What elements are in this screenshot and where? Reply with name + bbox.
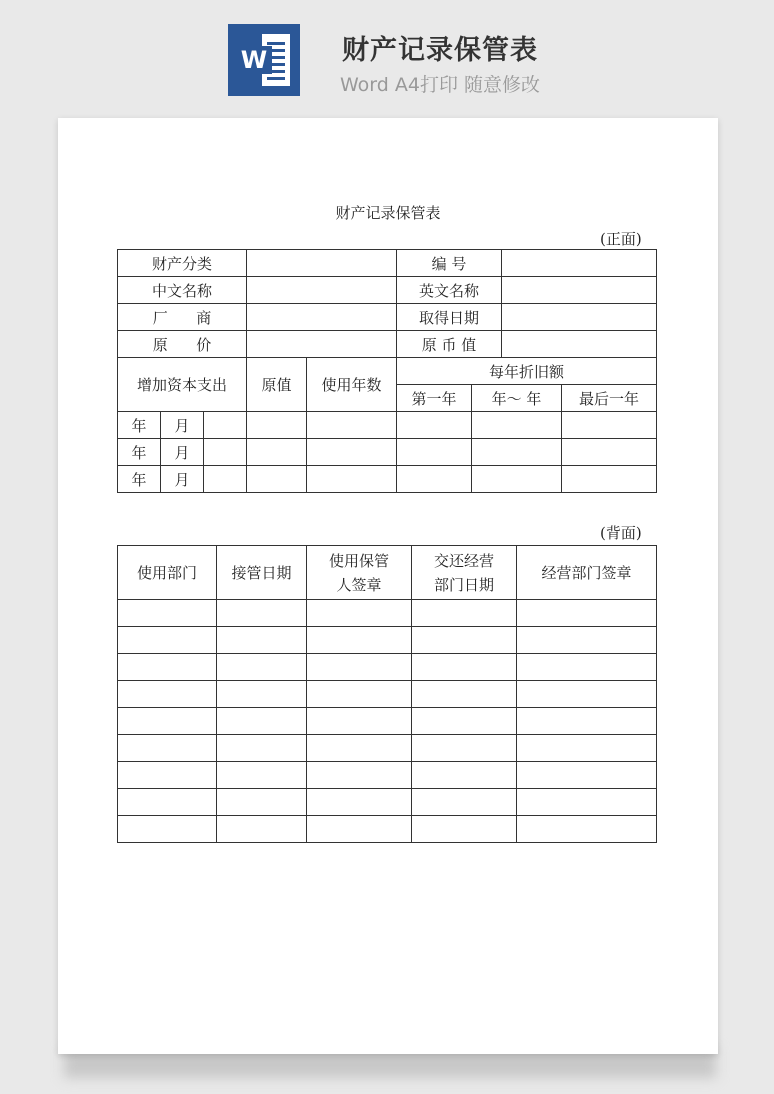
table-cell[interactable] xyxy=(217,708,307,735)
table-row xyxy=(118,439,657,466)
table-cell[interactable] xyxy=(118,600,217,627)
label-english-name: 英文名称 xyxy=(397,277,502,304)
table-cell[interactable] xyxy=(307,681,412,708)
year-label: 年 xyxy=(118,439,161,466)
table-cell[interactable] xyxy=(412,681,517,708)
table-cell[interactable] xyxy=(118,735,217,762)
back-header-cell xyxy=(217,546,307,600)
table-cell[interactable] xyxy=(517,600,657,627)
table-cell[interactable] xyxy=(307,735,412,762)
table-cell[interactable] xyxy=(517,816,657,843)
banner-subtitle: Word A4打印 随意修改 xyxy=(339,74,540,96)
back-side-label: (背面) xyxy=(600,524,642,542)
field-acquired-date[interactable] xyxy=(502,304,657,331)
label-original-price: 原 价 xyxy=(118,331,247,358)
field-chinese-name[interactable] xyxy=(247,277,397,304)
field-last-year[interactable] xyxy=(562,412,657,439)
front-side-label: (正面) xyxy=(600,230,642,248)
field-english-name[interactable] xyxy=(502,277,657,304)
table-row xyxy=(118,735,657,762)
field-amount[interactable] xyxy=(204,466,247,493)
table-cell[interactable] xyxy=(118,789,217,816)
table-cell[interactable] xyxy=(307,600,412,627)
header-last-year: 最后一年 xyxy=(562,385,657,412)
label-chinese-name: 中文名称 xyxy=(118,277,247,304)
table-cell[interactable] xyxy=(217,654,307,681)
table-cell[interactable] xyxy=(412,816,517,843)
table-cell[interactable] xyxy=(517,681,657,708)
field-original-value[interactable] xyxy=(247,412,307,439)
back-header-cell xyxy=(517,546,657,600)
document-title: 财产记录保管表 xyxy=(335,204,441,222)
month-label: 月 xyxy=(161,412,204,439)
table-cell[interactable] xyxy=(307,789,412,816)
table-row xyxy=(118,654,657,681)
table-cell[interactable] xyxy=(118,627,217,654)
table-cell[interactable] xyxy=(307,627,412,654)
table-cell[interactable] xyxy=(118,681,217,708)
label-original-currency: 原 币 值 xyxy=(397,331,502,358)
table-cell[interactable] xyxy=(412,654,517,681)
back-header-line: 交还经营 xyxy=(433,551,494,570)
table-cell[interactable] xyxy=(118,708,217,735)
table-cell[interactable] xyxy=(217,816,307,843)
field-years[interactable] xyxy=(307,412,397,439)
table-row xyxy=(118,816,657,843)
field-original-price[interactable] xyxy=(247,331,397,358)
label-acquired-date: 取得日期 xyxy=(397,304,502,331)
table-cell[interactable] xyxy=(118,762,217,789)
label-category: 财产分类 xyxy=(118,250,247,277)
header-annual-depreciation: 每年折旧额 xyxy=(397,358,657,385)
back-header-line: 经营部门签章 xyxy=(541,563,632,582)
table-row xyxy=(118,681,657,708)
header-middle-years: 年～ 年 xyxy=(472,385,562,412)
field-last-year[interactable] xyxy=(562,439,657,466)
back-header-line: 使用部门 xyxy=(136,563,197,582)
table-cell[interactable] xyxy=(217,681,307,708)
table-cell[interactable] xyxy=(517,762,657,789)
table-row xyxy=(118,600,657,627)
table-cell[interactable] xyxy=(217,735,307,762)
field-last-year[interactable] xyxy=(562,466,657,493)
back-header-line: 接管日期 xyxy=(231,563,292,582)
table-cell[interactable] xyxy=(118,816,217,843)
table-cell[interactable] xyxy=(307,816,412,843)
header-capital-expenditure: 增加资本支出 xyxy=(118,358,247,412)
front-table xyxy=(117,249,657,493)
table-cell[interactable] xyxy=(412,600,517,627)
month-label: 月 xyxy=(161,466,204,493)
back-header-cell xyxy=(307,546,412,600)
table-cell[interactable] xyxy=(517,654,657,681)
field-middle-years[interactable] xyxy=(472,412,562,439)
table-cell[interactable] xyxy=(307,654,412,681)
table-cell[interactable] xyxy=(217,627,307,654)
field-original-currency[interactable] xyxy=(502,331,657,358)
field-number[interactable] xyxy=(502,250,657,277)
table-cell[interactable] xyxy=(307,762,412,789)
table-row xyxy=(118,466,657,493)
label-manufacturer: 厂 商 xyxy=(118,304,247,331)
field-amount[interactable] xyxy=(204,439,247,466)
field-years[interactable] xyxy=(307,439,397,466)
word-icon-letter: W xyxy=(236,46,272,74)
field-middle-years[interactable] xyxy=(472,439,562,466)
label-number: 编 号 xyxy=(397,250,502,277)
table-row xyxy=(118,627,657,654)
table-row xyxy=(118,708,657,735)
banner xyxy=(0,0,774,110)
field-first-year[interactable] xyxy=(397,466,472,493)
table-cell[interactable] xyxy=(217,762,307,789)
back-header-cell xyxy=(118,546,217,600)
table-cell[interactable] xyxy=(412,708,517,735)
table-cell[interactable] xyxy=(517,627,657,654)
banner-title: 财产记录保管表 xyxy=(342,35,538,66)
field-first-year[interactable] xyxy=(397,412,472,439)
table-cell[interactable] xyxy=(412,762,517,789)
back-header-row xyxy=(118,546,657,600)
field-years[interactable] xyxy=(307,466,397,493)
table-cell[interactable] xyxy=(517,789,657,816)
field-category[interactable] xyxy=(247,250,397,277)
table-row xyxy=(118,412,657,439)
header-first-year: 第一年 xyxy=(397,385,472,412)
field-original-value[interactable] xyxy=(247,439,307,466)
back-header-line: 人签章 xyxy=(336,575,382,594)
table-cell[interactable] xyxy=(412,735,517,762)
table-cell[interactable] xyxy=(307,708,412,735)
back-table xyxy=(117,545,657,843)
table-cell[interactable] xyxy=(517,735,657,762)
document-page xyxy=(58,118,718,1054)
field-manufacturer[interactable] xyxy=(247,304,397,331)
field-first-year[interactable] xyxy=(397,439,472,466)
table-cell[interactable] xyxy=(118,654,217,681)
year-label: 年 xyxy=(118,412,161,439)
year-label: 年 xyxy=(118,466,161,493)
back-header-cell xyxy=(412,546,517,600)
word-document-icon xyxy=(228,24,300,96)
table-row xyxy=(118,789,657,816)
table-row xyxy=(118,762,657,789)
header-years-of-use: 使用年数 xyxy=(307,358,397,412)
field-middle-years[interactable] xyxy=(472,466,562,493)
table-cell[interactable] xyxy=(412,789,517,816)
table-cell[interactable] xyxy=(517,708,657,735)
back-header-line: 部门日期 xyxy=(433,575,494,594)
table-cell[interactable] xyxy=(217,600,307,627)
table-cell[interactable] xyxy=(217,789,307,816)
back-header-line: 使用保管 xyxy=(328,551,389,570)
month-label: 月 xyxy=(161,439,204,466)
field-original-value[interactable] xyxy=(247,466,307,493)
table-cell[interactable] xyxy=(412,627,517,654)
field-amount[interactable] xyxy=(204,412,247,439)
header-original-value: 原值 xyxy=(247,358,307,412)
